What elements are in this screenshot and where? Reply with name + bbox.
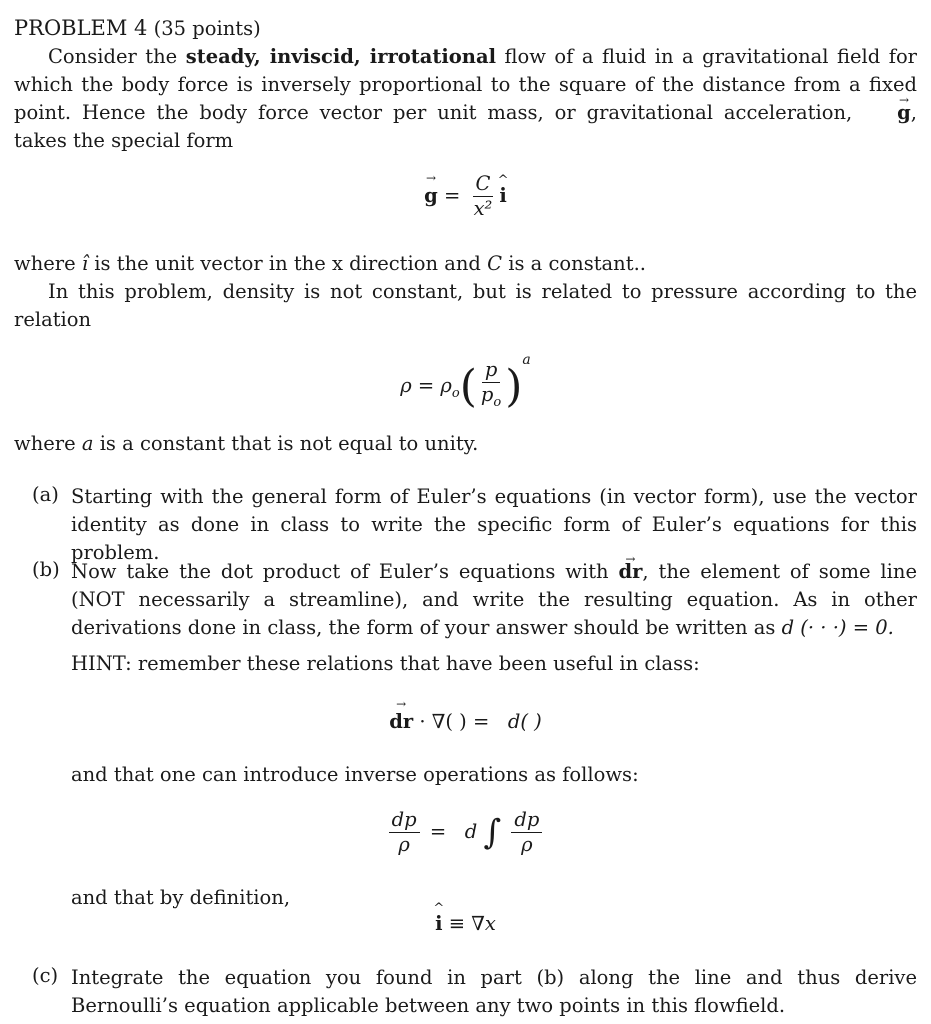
inverse-operation-equation [0, 808, 931, 857]
problem-statement [14, 14, 917, 155]
intro-text-3: , takes the special form [14, 101, 917, 152]
eq2-denominator [478, 383, 504, 415]
eq4-lhs-fraction [389, 808, 420, 857]
part-c [14, 964, 917, 1020]
eq4-lhs-den: ρ [398, 833, 410, 856]
unit-vector-gradient-definition [0, 912, 931, 935]
where-constant-a [14, 430, 917, 458]
part-b-hint: HINT: remember these relations that have been useful in class: [71, 652, 700, 675]
part-c-label: (c) [32, 964, 59, 987]
eq1-lhs: → g [424, 184, 438, 207]
part-b-label: (b) [32, 558, 60, 581]
eq1-equals: = [444, 184, 461, 207]
part-a-label: (a) [32, 483, 59, 506]
part-b-dr: → dr [619, 558, 643, 586]
eq4-rhs-fraction [511, 808, 542, 857]
eq2-numerator: p [482, 358, 500, 383]
eq3-mid: · ∇( ) [419, 710, 467, 733]
eq5-unit-vector: ^ i [435, 912, 442, 935]
intro-paragraph [14, 43, 917, 155]
gravity-equation [0, 172, 931, 221]
dot-gradient-identity [0, 710, 931, 733]
eq4-lhs-num: dp [389, 808, 420, 833]
definitions-block [14, 250, 917, 334]
eq2-den-p: p [480, 383, 494, 407]
eq4-rhs-den: ρ [521, 833, 533, 856]
part-b-text-1: Now take the dot product of Euler’s equations with [71, 560, 619, 583]
eq3-rhs: = d( ) [472, 710, 542, 733]
where1-text-c: is a constant.. [502, 252, 646, 275]
where1-text-a: where [14, 252, 82, 275]
where2-text-b: is a constant that is not equal to unity. [93, 432, 479, 455]
problem-points: (35 points) [153, 17, 261, 40]
eq2-fraction [478, 358, 504, 415]
intro-text-1: Consider the [48, 45, 186, 68]
part-a [14, 483, 917, 567]
part-b-text [71, 558, 917, 642]
problem-heading [14, 14, 917, 43]
eq2-right-paren: ) [505, 361, 523, 412]
density-equation [0, 352, 931, 415]
where1-text-b: is the unit vector in the x direction and [88, 252, 488, 275]
eq2-lhs: ρ = ρ [400, 374, 452, 397]
where2-line [14, 430, 917, 458]
where2-a: a [81, 432, 94, 455]
eq4-rhs-num: dp [511, 808, 542, 833]
eq1-denominator: x² [473, 197, 493, 220]
problem-title: PROBLEM 4 [14, 16, 148, 40]
integral-sign: ∫ [483, 812, 502, 853]
gravity-vector-symbol: → g [863, 99, 911, 127]
part-b-text-2: , the element of some line (NOT necessarily a streamline), and write the resulting equation. As in other derivations done in class, the form of your answer should be written as [71, 560, 917, 639]
eq2-den-subscript: o [493, 394, 502, 410]
intro-text-2: flow of a fluid in a gravitational field for which the body force is inversely proportional to the square of the distance from a fixed point. Hence the body force vector per unit mass, or gravitational acceleration, [14, 45, 918, 124]
intro-bold: steady, inviscid, irrotational [185, 45, 497, 68]
where1-C: C [487, 252, 503, 275]
part-c-text: Integrate the equation you found in part (b) along the line and thus derive Bernoulli’s equation applicable between any two points in this flowfield. [71, 966, 917, 1017]
where1-i: î [81, 252, 89, 275]
part-a-text: Starting with the general form of Euler’s equations (in vector form), use the vector identity as done in class to write the specific form of Euler’s equations for this problem. [71, 485, 917, 564]
part-b [14, 558, 917, 678]
eq1-fraction [471, 172, 496, 221]
eq1-numerator: C [473, 172, 494, 197]
part-b-form: d (· · ·) = 0. [781, 616, 894, 639]
where2-text-a: where [14, 432, 82, 455]
eq2-exponent: a [522, 352, 531, 368]
where-unit-vector [14, 250, 917, 278]
eq5-rest: ≡ ∇x [448, 912, 496, 935]
eq3-dr: → dr [389, 710, 413, 733]
eq1-unit-vector: ^ i [499, 184, 506, 207]
eq4-mid: = d [429, 820, 478, 843]
inverse-text: and that one can introduce inverse operations as follows: [71, 763, 639, 786]
definition-text: and that by definition, [71, 886, 291, 909]
density-paragraph: In this problem, density is not constant, but is related to pressure according to the relation [14, 280, 917, 331]
eq2-left-paren: ( [459, 361, 477, 412]
eq2-subscript: o [451, 385, 460, 401]
